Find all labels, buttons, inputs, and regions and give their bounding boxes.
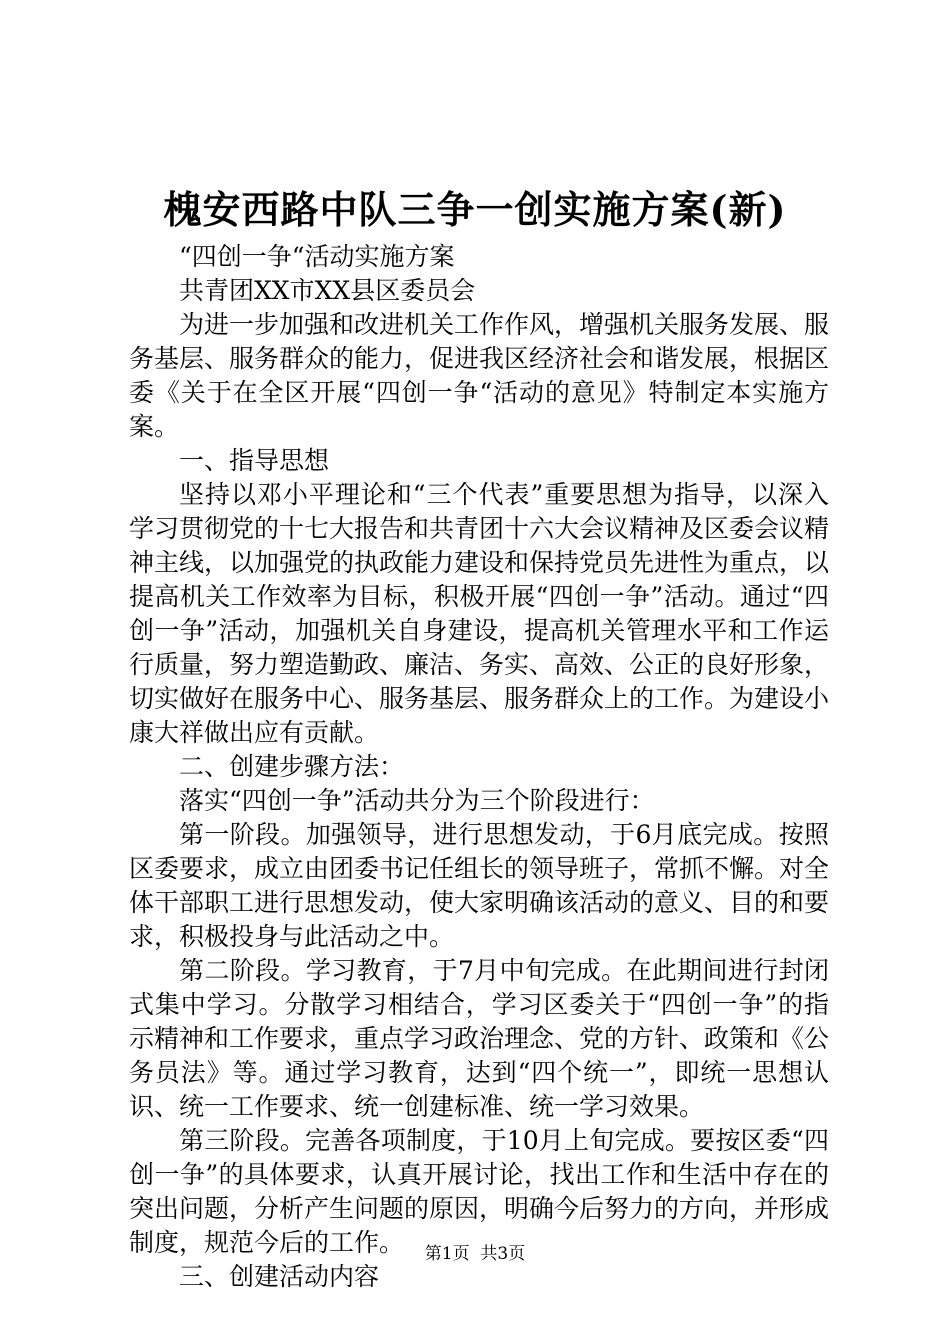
document-body	[129, 240, 829, 1294]
intro-paragraph: 为进一步加强和改进机关工作作风，增强机关服务发展、服务基层、服务群众的能力，促进我区经济社会和谐发展，根据区委《关于在全区开展“四创一争“活动的意见》特制定本实施方案。	[129, 310, 830, 441]
stage-one-paragraph: 第一阶段。加强领导，进行思想发动，于6月底完成。按照区委要求，成立由团委书记任组长的领导班子，常抓不懈。对全体干部职工进行思想发动，使大家明确该活动的意义、目的和要求，积极投身与此活动之中。	[129, 820, 830, 951]
subtitle-line: “四创一争“活动实施方案	[179, 242, 455, 271]
page-footer: 第1页 共3页	[424, 1244, 526, 1264]
stage-two-paragraph: 第二阶段。学习教育，于7月中旬完成。在此期间进行封闭式集中学习。分散学习相结合，学习区委关于“四创一争”的指示精神和工作要求，重点学习政治理念、党的方针、政策和《公务员法》等。通过学习教育，达到“四个统一”，即统一思想认识、统一工作要求、统一创建标准、统一学习效果。	[129, 956, 830, 1121]
section-heading-3: 三、创建活动内容	[179, 1262, 380, 1291]
guiding-thought-paragraph: 坚持以邓小平理论和“三个代表”重要思想为指导，以深入学习贯彻党的十七大报告和共青团十六大会议精神及区委会议精神主线，以加强党的执政能力建设和保持党员先进性为重点，以提高机关工作效率为目标，积极开展“四创一争”活动。通过“四创一争”活动，加强机关自身建设，提高机关管理水平和工作运行质量，努力塑造勤政、廉洁、务实、高效、公正的良好形象，切实做好在服务中心、服务基层、服务群众上的工作。为建设小康大祥做出应有贡献。	[129, 480, 830, 747]
stage-three-paragraph: 第三阶段。完善各项制度，于10月上旬完成。要按区委“四创一争”的具体要求，认真开展讨论，找出工作和生活中存在的突出问题，分析产生问题的原因，明确今后努力的方向，并形成制度，规范今后的工作。	[129, 1126, 830, 1257]
issuer-line: 共青团XX市XX县区委员会	[179, 276, 476, 305]
stages-intro-paragraph: 落实“四创一争”活动共分为三个阶段进行：	[179, 786, 655, 815]
document-title: 槐安西路中队三争一创实施方案(新)	[163, 187, 787, 232]
section-heading-1: 一、指导思想	[179, 446, 330, 475]
section-heading-2: 二、创建步骤方法：	[179, 752, 405, 781]
